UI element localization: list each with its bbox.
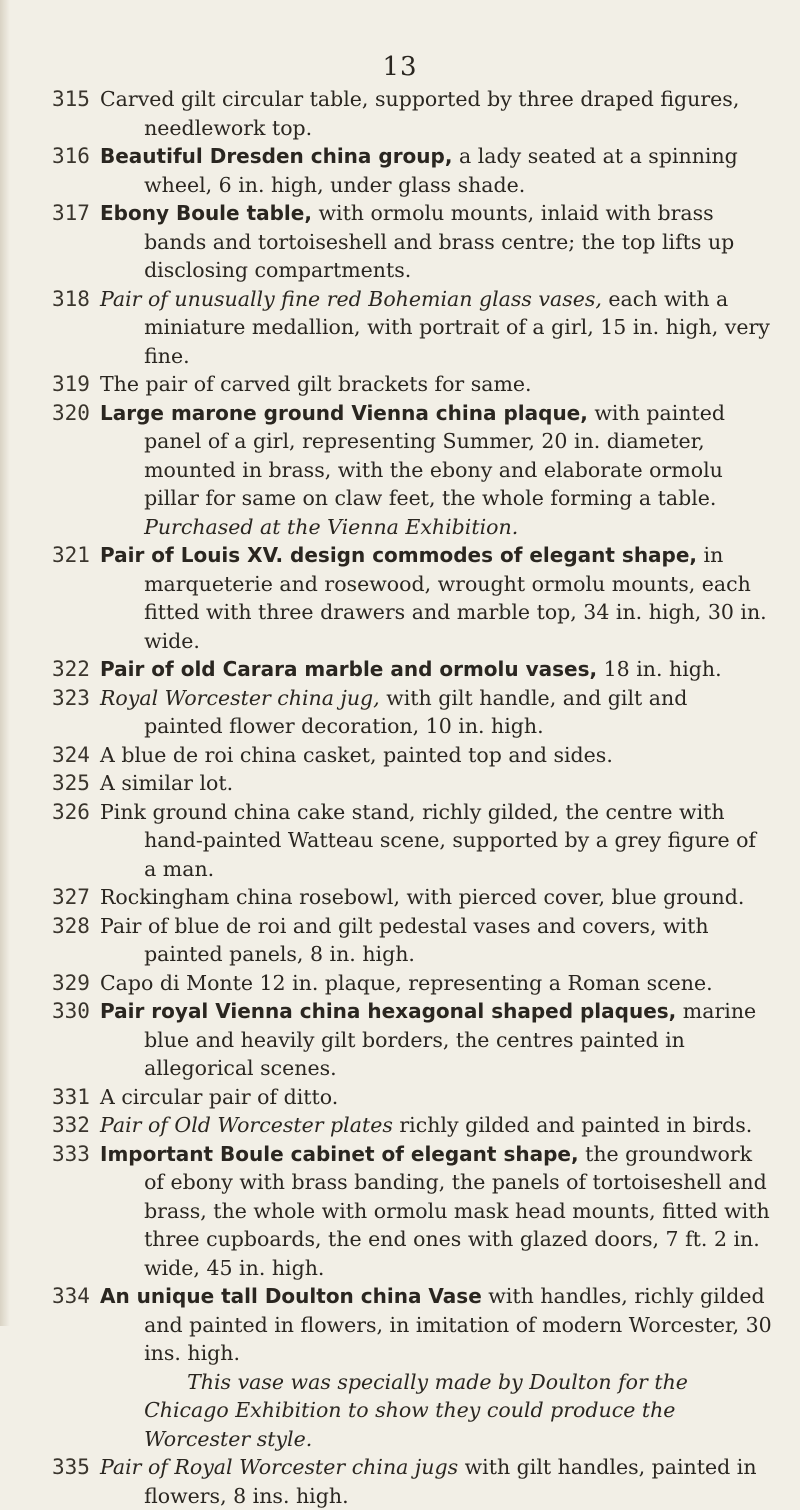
lot-description — [100, 912, 772, 969]
lot-entry — [52, 798, 772, 884]
lot-entry — [52, 142, 772, 199]
lot-description — [100, 769, 772, 798]
lot-head: Beautiful Dresden china group, — [100, 144, 453, 168]
lot-number: 333 — [52, 1141, 90, 1166]
lot-body: Carved gilt circular table, supported by three draped figures, needlework top. — [100, 87, 740, 140]
lot-number: 335 — [52, 1455, 90, 1479]
lot-italic: Royal Worcester china jug, — [100, 685, 380, 710]
lot-description — [100, 199, 772, 285]
lot-description — [100, 399, 772, 542]
lot-italic: Purchased at the Vienna Exhibition. — [144, 514, 519, 539]
lot-entry — [52, 741, 772, 770]
lot-body: Capo di Monte 12 in. plaque, representing a Roman scene. — [100, 970, 713, 995]
lot-head: Ebony Boule table, — [100, 201, 312, 225]
lot-number: 329 — [52, 970, 90, 995]
lot-body: A circular pair of ditto. — [100, 1084, 339, 1109]
lot-body: Pair of blue de roi and gilt pedestal vases and covers, with painted panels, 8 in. high. — [100, 913, 709, 966]
lot-number: 317 — [52, 201, 90, 225]
lot-number: 316 — [52, 144, 90, 168]
page-edge-shadow — [0, 0, 10, 1326]
page-number: 13 — [382, 52, 418, 82]
lot-entry — [52, 1083, 772, 1112]
lot-description — [100, 969, 772, 998]
lot-italic: Pair of Royal Worcester china jugs — [100, 1455, 459, 1479]
lot-number: 330 — [52, 999, 90, 1023]
lot-head: An unique tall Doulton china Vase — [100, 1284, 482, 1308]
lot-description — [100, 370, 772, 399]
lot-description — [100, 541, 772, 655]
lot-description — [100, 285, 772, 371]
lot-entry — [52, 1282, 772, 1453]
lot-entry — [52, 684, 772, 741]
lot-tail: with gilt handles, painted in flowers, 8 ins. high. — [144, 1455, 757, 1508]
lot-entry — [52, 969, 772, 998]
lot-body: the groundwork of ebony with brass banding, the panels of tortoiseshell and brass, the whole with ormolu mask head mounts, fitted with three cupboards, the end ones with glazed doors, 7 ft. 2 in. wide, 45 in. high. — [144, 1141, 770, 1280]
lot-description — [100, 798, 772, 884]
lot-body: A similar lot. — [100, 771, 234, 795]
lot-entry — [52, 199, 772, 285]
lot-body: Rockingham china rosebowl, with pierced cover, blue ground. — [100, 885, 745, 909]
lot-description — [100, 142, 772, 199]
lot-body: a lady seated at a spinning wheel, 6 in. high, under glass shade. — [144, 144, 738, 197]
lot-description — [100, 1140, 772, 1283]
lot-description — [100, 1111, 772, 1140]
lot-entry — [52, 655, 772, 684]
lot-body: with painted panel of a girl, representing Summer, 20 in. diameter, mounted in brass, with the ebony and elaborate ormolu pillar for same on claw feet, the whole forming a table. — [144, 400, 726, 510]
lot-number: 319 — [52, 372, 90, 396]
lot-description — [100, 684, 772, 741]
lot-head: Pair of Louis XV. design commodes of elegant shape, — [100, 543, 698, 567]
lot-tail: each with a miniature medallion, with portrait of a girl, 15 in. high, very fine. — [144, 286, 770, 368]
lot-entry — [52, 1140, 772, 1283]
lot-tail: with gilt handle, and gilt and painted flower decoration, 10 in. high. — [144, 685, 688, 738]
lot-list — [52, 85, 772, 1510]
lot-head: Pair royal Vienna china hexagonal shaped plaques, — [100, 999, 677, 1023]
lot-number: 321 — [52, 543, 90, 567]
lot-body: with handles, richly gilded and painted in flowers, in imitation of modern Worcester, 30 ins. high. — [144, 1284, 772, 1365]
lot-entry — [52, 285, 772, 371]
lot-body: 18 in. high. — [597, 657, 722, 681]
lot-entry — [52, 85, 772, 142]
lot-description — [100, 655, 772, 684]
lot-number: 327 — [52, 885, 90, 909]
lot-body: in marqueterie and rosewood, wrought ormolu mounts, each fitted with three drawers and marble top, 34 in. high, 30 in. wide. — [144, 543, 767, 653]
lot-body: The pair of carved gilt brackets for same. — [100, 372, 532, 396]
lot-entry — [52, 912, 772, 969]
lot-description — [100, 1453, 772, 1510]
lot-note: This vase was specially made by Doulton for the Chicago Exhibition to show they could produce the Worcester style. — [144, 1369, 688, 1451]
lot-head: Important Boule cabinet of elegant shape, — [100, 1141, 579, 1166]
lot-entry — [52, 1453, 772, 1510]
lot-number: 324 — [52, 742, 90, 767]
lot-entry — [52, 1111, 772, 1140]
lot-body: marine blue and heavily gilt borders, the centres painted in allegorical scenes. — [144, 999, 757, 1080]
lot-number: 322 — [52, 657, 90, 681]
lot-number: 315 — [52, 87, 90, 111]
lot-entry — [52, 370, 772, 399]
lot-entry — [52, 997, 772, 1083]
lot-number: 328 — [52, 913, 90, 938]
lot-number: 318 — [52, 286, 90, 311]
lot-tail: richly gilded and painted in birds. — [392, 1113, 753, 1137]
lot-body: Pink ground china cake stand, richly gilded, the centre with hand-painted Watteau scene, supported by a grey figure of a man. — [100, 799, 757, 881]
lot-head: Pair of old Carara marble and ormolu vases, — [100, 657, 598, 681]
lot-entry — [52, 883, 772, 912]
lot-description — [100, 85, 772, 142]
lot-number: 331 — [52, 1084, 90, 1109]
lot-description — [100, 997, 772, 1083]
lot-number: 326 — [52, 799, 90, 824]
lot-number: 332 — [52, 1113, 90, 1137]
lot-entry — [52, 769, 772, 798]
lot-description — [100, 741, 772, 770]
lot-number: 325 — [52, 771, 90, 795]
lot-description — [100, 1282, 772, 1453]
lot-description — [100, 883, 772, 912]
lot-description — [100, 1083, 772, 1112]
lot-number: 320 — [52, 400, 90, 425]
lot-head: Large marone ground Vienna china plaque, — [100, 400, 588, 425]
lot-body: A blue de roi china casket, painted top and sides. — [100, 742, 613, 767]
lot-body: with ormolu mounts, inlaid with brass bands and tortoiseshell and brass centre; the top lifts up disclosing compartments. — [144, 201, 735, 282]
lot-entry — [52, 399, 772, 542]
lot-number: 334 — [52, 1284, 90, 1308]
lot-number: 323 — [52, 685, 90, 710]
lot-entry — [52, 541, 772, 655]
lot-italic: Pair of Old Worcester plates — [100, 1113, 393, 1137]
lot-italic: Pair of unusually fine red Bohemian glass vases, — [100, 286, 602, 311]
